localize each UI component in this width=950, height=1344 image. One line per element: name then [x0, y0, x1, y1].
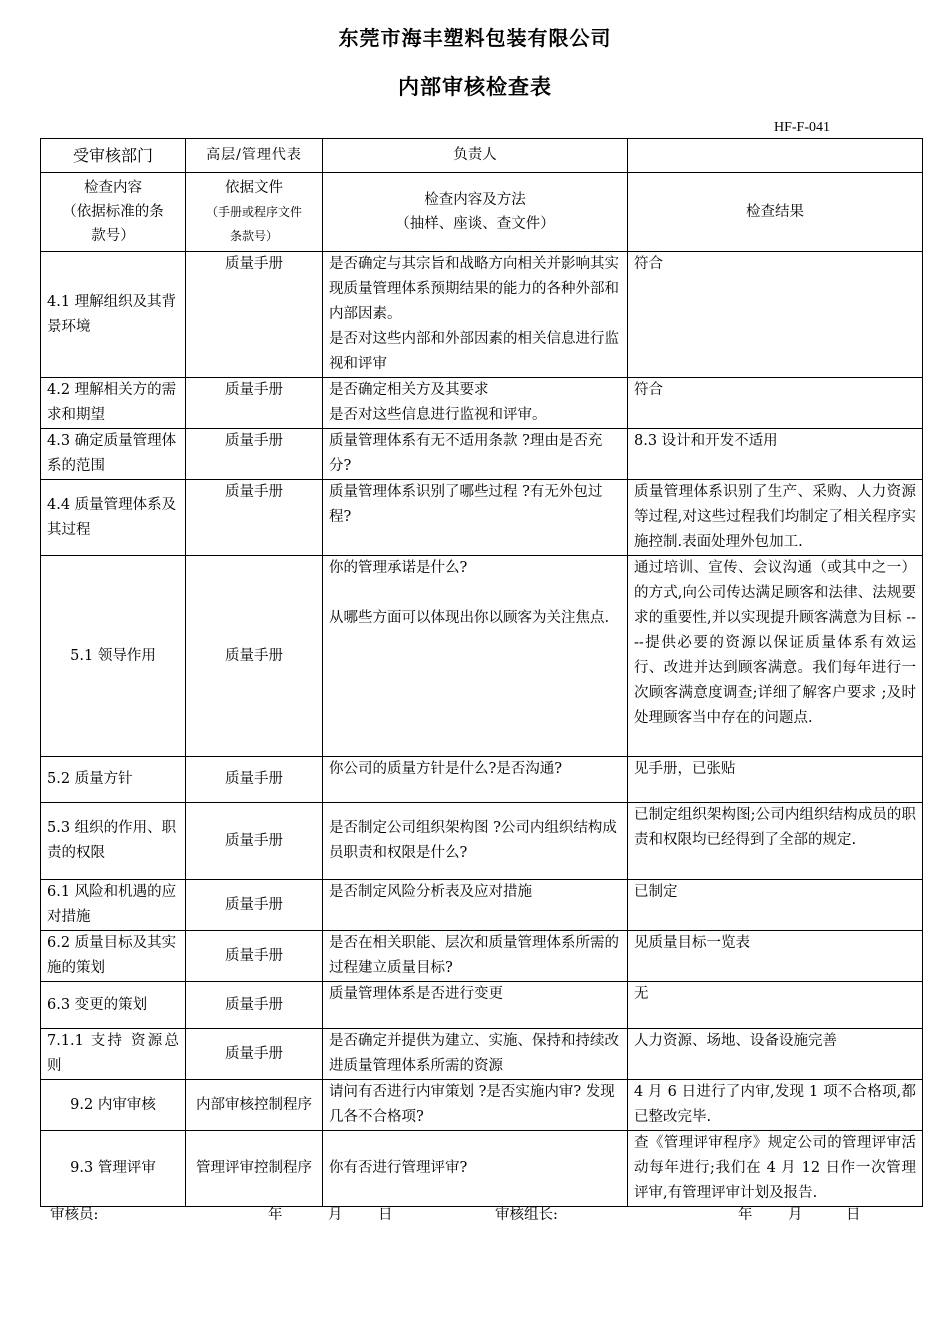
method-cell: 是否确定与其宗旨和战略方向相关并影响其实现质量管理体系预期结果的能力的各种外部和内部因素。 是否对这些内部和外部因素的相关信息进行监视和评审 [323, 252, 628, 378]
col-header-basis [186, 173, 323, 252]
method-cell: 是否在相关职能、层次和质量管理体系所需的过程建立质量目标? [323, 931, 628, 982]
form-number: HF-F-041 [774, 120, 831, 135]
method-cell: 质量管理体系是否进行变更 [323, 982, 628, 1029]
table-row [41, 1131, 923, 1207]
clause-cell: 5.3 组织的作用、职责的权限 [41, 803, 186, 880]
basis-cell: 质量手册 [186, 378, 323, 429]
basis-cell: 质量手册 [186, 480, 323, 556]
result-cell: 见手册，已张贴 [628, 757, 923, 803]
result-cell: 通过培训、宣传、会议沟通（或其中之一）的方式,向公司传达满足顾客和法律、法规要求的重要性,并以实现提升顾客满意为目标 ----提供必要的资源以保证质量体系有效运行、改进并达到顾客满意。我们每年进行一次顾客满意度调查;详细了解客户要求 ;及时处理顾客当中存在的问题点. [628, 556, 923, 757]
clause-cell: 9.3 管理评审 [41, 1131, 186, 1207]
clause-cell: 6.2 质量目标及其实施的策划 [41, 931, 186, 982]
auditor-date-month: 月 [328, 1207, 343, 1223]
responsible-label: 负责人 [323, 139, 628, 173]
result-cell: 符合 [628, 378, 923, 429]
result-cell: 符合 [628, 252, 923, 378]
result-cell: 8.3 设计和开发不适用 [628, 429, 923, 480]
clause-cell: 6.1 风险和机遇的应对措施 [41, 880, 186, 931]
basis-cell: 质量手册 [186, 803, 323, 880]
method-cell: 是否确定相关方及其要求 是否对这些信息进行监视和评审。 [323, 378, 628, 429]
method-cell: 是否确定并提供为建立、实施、保持和持续改进质量管理体系所需的资源 [323, 1029, 628, 1080]
col-header-method-line: 检查内容及方法 [424, 192, 526, 208]
table-row [41, 1080, 923, 1131]
table-row [41, 880, 923, 931]
basis-cell: 质量手册 [186, 429, 323, 480]
table-row [41, 480, 923, 556]
basis-cell: 质量手册 [186, 880, 323, 931]
result-cell: 已制定组织架构图;公司内组织结构成员的职责和权限均已经得到了全部的规定. [628, 803, 923, 880]
method-cell: 质量管理体系识别了哪些过程 ?有无外包过程? [323, 480, 628, 556]
top-row [41, 139, 923, 173]
result-cell: 质量管理体系识别了生产、采购、人力资源等过程,对这些过程我们均制定了相关程序实施控制.表面处理外包加工. [628, 480, 923, 556]
clause-cell: 4.2 理解相关方的需求和期望 [41, 378, 186, 429]
auditor-label: 审核员: [50, 1207, 99, 1223]
company-name: 东莞市海丰塑料包装有限公司 [338, 26, 612, 50]
method-cell: 你有否进行管理评审? [323, 1131, 628, 1207]
table-row [41, 982, 923, 1029]
result-cell: 4 月 6 日进行了内审,发现 1 项不合格项,都已整改完毕. [628, 1080, 923, 1131]
basis-cell: 质量手册 [186, 1029, 323, 1080]
basis-cell: 质量手册 [186, 252, 323, 378]
table-row [41, 931, 923, 982]
result-cell: 已制定 [628, 880, 923, 931]
clause-cell: 9.2 内审审核 [41, 1080, 186, 1131]
col-header-result: 检查结果 [628, 173, 923, 252]
leader-date-month: 月 [788, 1207, 803, 1223]
method-cell: 是否制定风险分析表及应对措施 [323, 880, 628, 931]
auditor-date-year: 年 [268, 1207, 283, 1223]
clause-cell: 4.3 确定质量管理体系的范围 [41, 429, 186, 480]
table-row [41, 556, 923, 757]
col-header-basis-line: 条款号） [229, 229, 278, 243]
basis-cell: 质量手册 [186, 757, 323, 803]
table-row [41, 1029, 923, 1080]
basis-cell: 质量手册 [186, 556, 323, 757]
col-header-basis-line: （手册或程序文件 [205, 205, 302, 219]
basis-cell: 管理评审控制程序 [186, 1131, 323, 1207]
clause-cell: 4.4 质量管理体系及其过程 [41, 480, 186, 556]
clause-cell: 5.1 领导作用 [41, 556, 186, 757]
col-header-content [41, 173, 186, 252]
audit-checklist-table [40, 138, 923, 1207]
document-title: 内部审核检查表 [398, 75, 552, 99]
signature-footer [50, 1203, 920, 1227]
basis-cell: 内部审核控制程序 [186, 1080, 323, 1131]
responsible-value [628, 139, 923, 173]
table-row [41, 252, 923, 378]
audited-dept-value: 高层/管理代表 [186, 139, 323, 173]
basis-cell: 质量手册 [186, 931, 323, 982]
method-cell: 你的管理承诺是什么? 从哪些方面可以体现出你以顾客为关注焦点. [323, 556, 628, 757]
leader-date-year: 年 [738, 1207, 753, 1223]
table-row [41, 378, 923, 429]
result-cell: 人力资源、场地、设备设施完善 [628, 1029, 923, 1080]
col-header-content-line: （依据标准的条 [62, 204, 164, 220]
method-cell: 请问有否进行内审策划 ?是否实施内审? 发现几各不合格项? [323, 1080, 628, 1131]
method-cell: 质量管理体系有无不适用条款 ?理由是否充分? [323, 429, 628, 480]
basis-cell: 质量手册 [186, 982, 323, 1029]
result-cell: 查《管理评审程序》规定公司的管理评审活动每年进行;我们在 4 月 12 日作一次管理评审,有管理评审计划及报告. [628, 1131, 923, 1207]
audited-dept-label: 受审核部门 [41, 139, 186, 173]
leader-date-day: 日 [846, 1207, 861, 1223]
auditor-date-day: 日 [378, 1207, 393, 1223]
leader-label: 审核组长: [495, 1207, 558, 1223]
clause-cell: 5.2 质量方针 [41, 757, 186, 803]
method-cell: 你公司的质量方针是什么?是否沟通? [323, 757, 628, 803]
clause-cell: 4.1 理解组织及其背景环境 [41, 252, 186, 378]
col-header-content-line: 款号） [91, 228, 135, 244]
col-header-basis-line: 依据文件 [225, 180, 283, 196]
result-cell: 见质量目标一览表 [628, 931, 923, 982]
table-row [41, 803, 923, 880]
col-header-method [323, 173, 628, 252]
clause-cell: 7.1.1 支持 资源总则 [41, 1029, 186, 1080]
method-cell: 是否制定公司组织架构图 ?公司内组织结构成员职责和权限是什么? [323, 803, 628, 880]
result-cell: 无 [628, 982, 923, 1029]
table-row [41, 429, 923, 480]
column-header-row [41, 173, 923, 252]
table-row [41, 757, 923, 803]
clause-cell: 6.3 变更的策划 [41, 982, 186, 1029]
col-header-content-line: 检查内容 [84, 180, 142, 196]
col-header-method-line: （抽样、座谈、查文件） [395, 216, 555, 232]
